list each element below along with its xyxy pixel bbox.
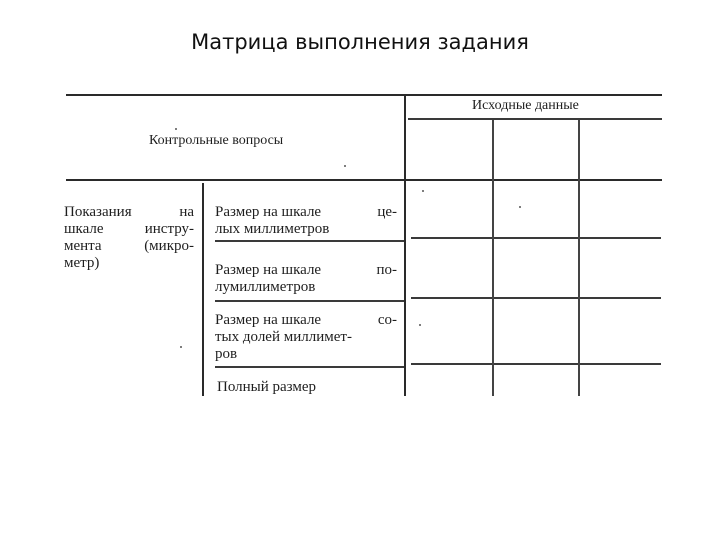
table-top-rule <box>66 94 662 96</box>
data-col-divider-2 <box>578 120 580 396</box>
row-3-rule-cells <box>411 363 661 365</box>
header-control-questions: Контрольные вопросы <box>149 133 284 148</box>
row-1-rule <box>215 240 405 242</box>
scan-speck <box>519 206 521 208</box>
header-source-data: Исходные данные <box>472 98 579 113</box>
scan-speck <box>422 190 424 192</box>
subheader-rule <box>408 118 662 120</box>
group-label-line-1: Показания на <box>64 204 194 220</box>
row-3-label-line-1: Размер на шкале со- <box>215 312 397 328</box>
row-1-rule-cells <box>411 237 661 239</box>
row-4-label: Полный размер <box>217 379 317 395</box>
row-3-rule <box>215 366 405 368</box>
row-1-label-line-1: Размер на шкале це- <box>215 204 397 220</box>
header-bottom-rule <box>66 179 662 181</box>
group-label-line-3: мента (микро- <box>64 238 194 254</box>
scan-speck <box>180 346 182 348</box>
group-divider <box>202 183 204 396</box>
scan-speck <box>419 324 421 326</box>
slide-title: Матрица выполнения задания <box>191 30 529 54</box>
row-2-rule <box>215 300 405 302</box>
header-divider <box>404 96 406 396</box>
row-3-label-line-2: тых долей миллимет- <box>215 329 352 345</box>
row-3-label-line-3: ров <box>215 346 238 362</box>
row-2-label-line-1: Размер на шкале по- <box>215 262 397 278</box>
scan-speck <box>175 128 177 130</box>
data-col-divider-1 <box>492 120 494 396</box>
scan-speck <box>344 165 346 167</box>
row-2-rule-cells <box>411 297 661 299</box>
group-label-line-2: шкале инстру- <box>64 221 194 237</box>
group-label-line-4: метр) <box>64 255 100 271</box>
row-1-label-line-2: лых миллиметров <box>215 221 330 237</box>
row-2-label-line-2: лумиллиметров <box>215 279 316 295</box>
